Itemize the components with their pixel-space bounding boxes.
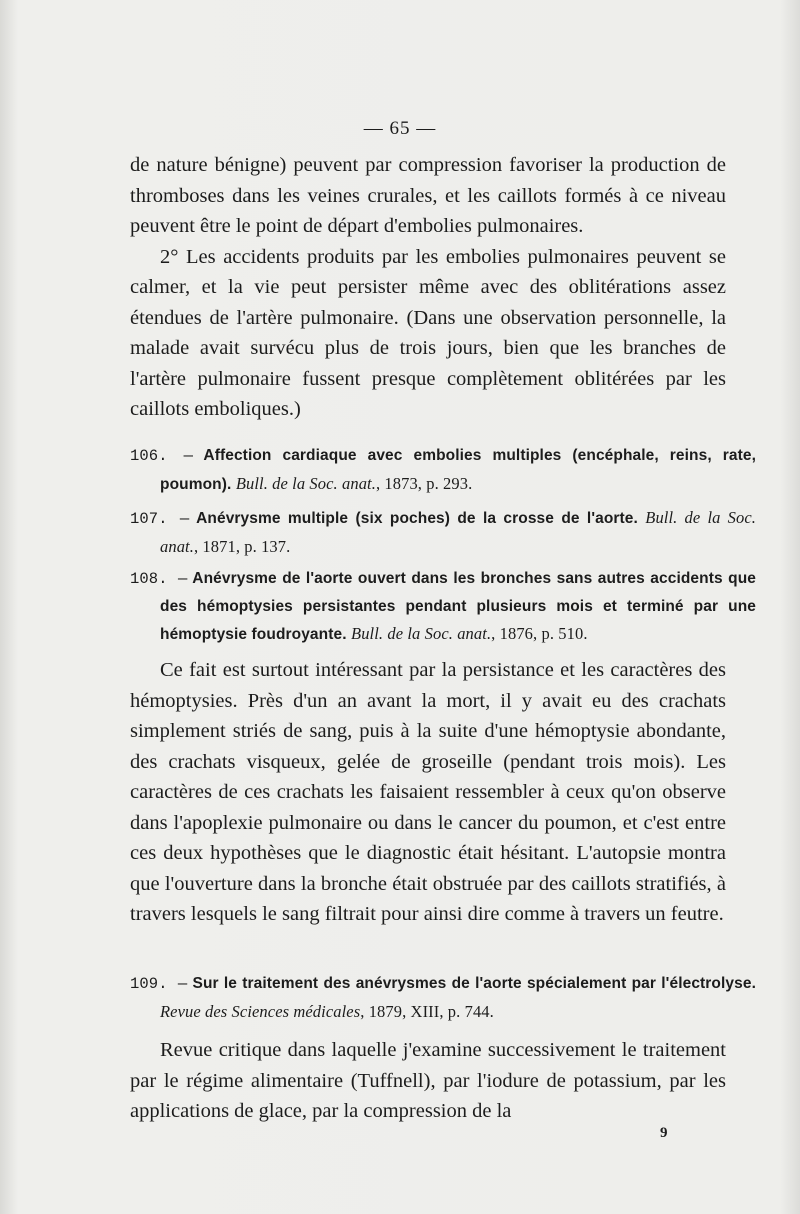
page-number: — 65 — [363,118,437,139]
reference-number: 107. — [130,510,190,528]
reference-source: Revue des Sciences médicales [160,1002,361,1021]
reference-source: Bull. de la Soc. anat. [160,508,756,556]
reference-number: 108. — [130,570,188,588]
paragraph-text: 2° Les accidents produits par les embolies pulmonaires peuvent se calmer, et la vie peut persister même avec des oblitérations assez étendues de l'artère pulmonaire. (Dans une observation personnelle, la malade avait survécu plus de trois jours, bien que les branches de l'artère pulmonaire fussent presque complètement oblitérées par les caillots emboliques.) [130,245,726,420]
reference-detail: , 1873, p. 293. [375,474,473,493]
paragraph-text: Revue critique dans laquelle j'examine successivement le traitement par le régime alimentaire (Tuffnell), par l'iodure de potassium, par les applications de glace, par la compression de la [130,1039,726,1122]
reference-title: Affection cardiaque avec embolies multiples (encéphale, reins, rate, poumon). [160,447,756,493]
reference-detail: , 1871, p. 137. [193,537,291,556]
paragraph-text: Ce fait est surtout intéressant par la persistance et les caractères des hémoptysies. Près d'un an avant la mort, il y avait eu des crachats simplement striés de sang, puis à la suite d'une hémoptysie abondante, des crachats visqueux, gelée de groseille (pendant trois mois). Les caractères de ces crachats les faisaient ressembler à ceux qu'on observe dans l'apoplexie pulmonaire ou dans le cancer du poumon, et c'est entre ces deux hypothèses que le diagnostic était hésitant. L'autopsie montra que l'ouverture dans la bronche était obstruée par des caillots stratifiés, à travers lesquels le sang filtrait pour ainsi dire comme à travers un feutre. [130,659,726,925]
reference-title: Anévrysme multiple (six poches) de la crosse de l'aorte. [196,510,638,527]
reference-107 [130,504,756,561]
paragraph-embolies [130,150,726,425]
reference-detail: , 1876, p. 510. [491,624,588,643]
reference-106 [130,442,756,498]
reference-detail: , 1879, XIII, p. 744. [360,1002,494,1021]
reference-108 [130,565,756,648]
reference-title: Anévrysme de l'aorte ouvert dans les bronches sans autres accidents que des hémoptysies persistantes pendant plusieurs mois et terminé par une hémoptysie foudroyante. [160,570,756,643]
reference-source: Bull. de la Soc. anat. [351,624,492,643]
reference-source: Bull. de la Soc. anat. [235,474,376,493]
paragraph-hemoptysies [130,655,726,930]
reference-title: Sur le traitement des anévrysmes de l'aorte spécialement par l'électrolyse. [192,975,756,992]
paragraph-revue-critique [130,1035,726,1127]
signature-mark: 9 [660,1125,668,1141]
reference-109 [130,970,756,1026]
paragraph-text: de nature bénigne) peuvent par compression favoriser la production de thromboses dans les veines crurales, et les caillots formés à ce niveau peuvent être le point de départ d'embolies pulmonaires. [130,154,726,237]
reference-number: 109. — [130,975,188,993]
reference-number: 106. — [130,447,193,465]
